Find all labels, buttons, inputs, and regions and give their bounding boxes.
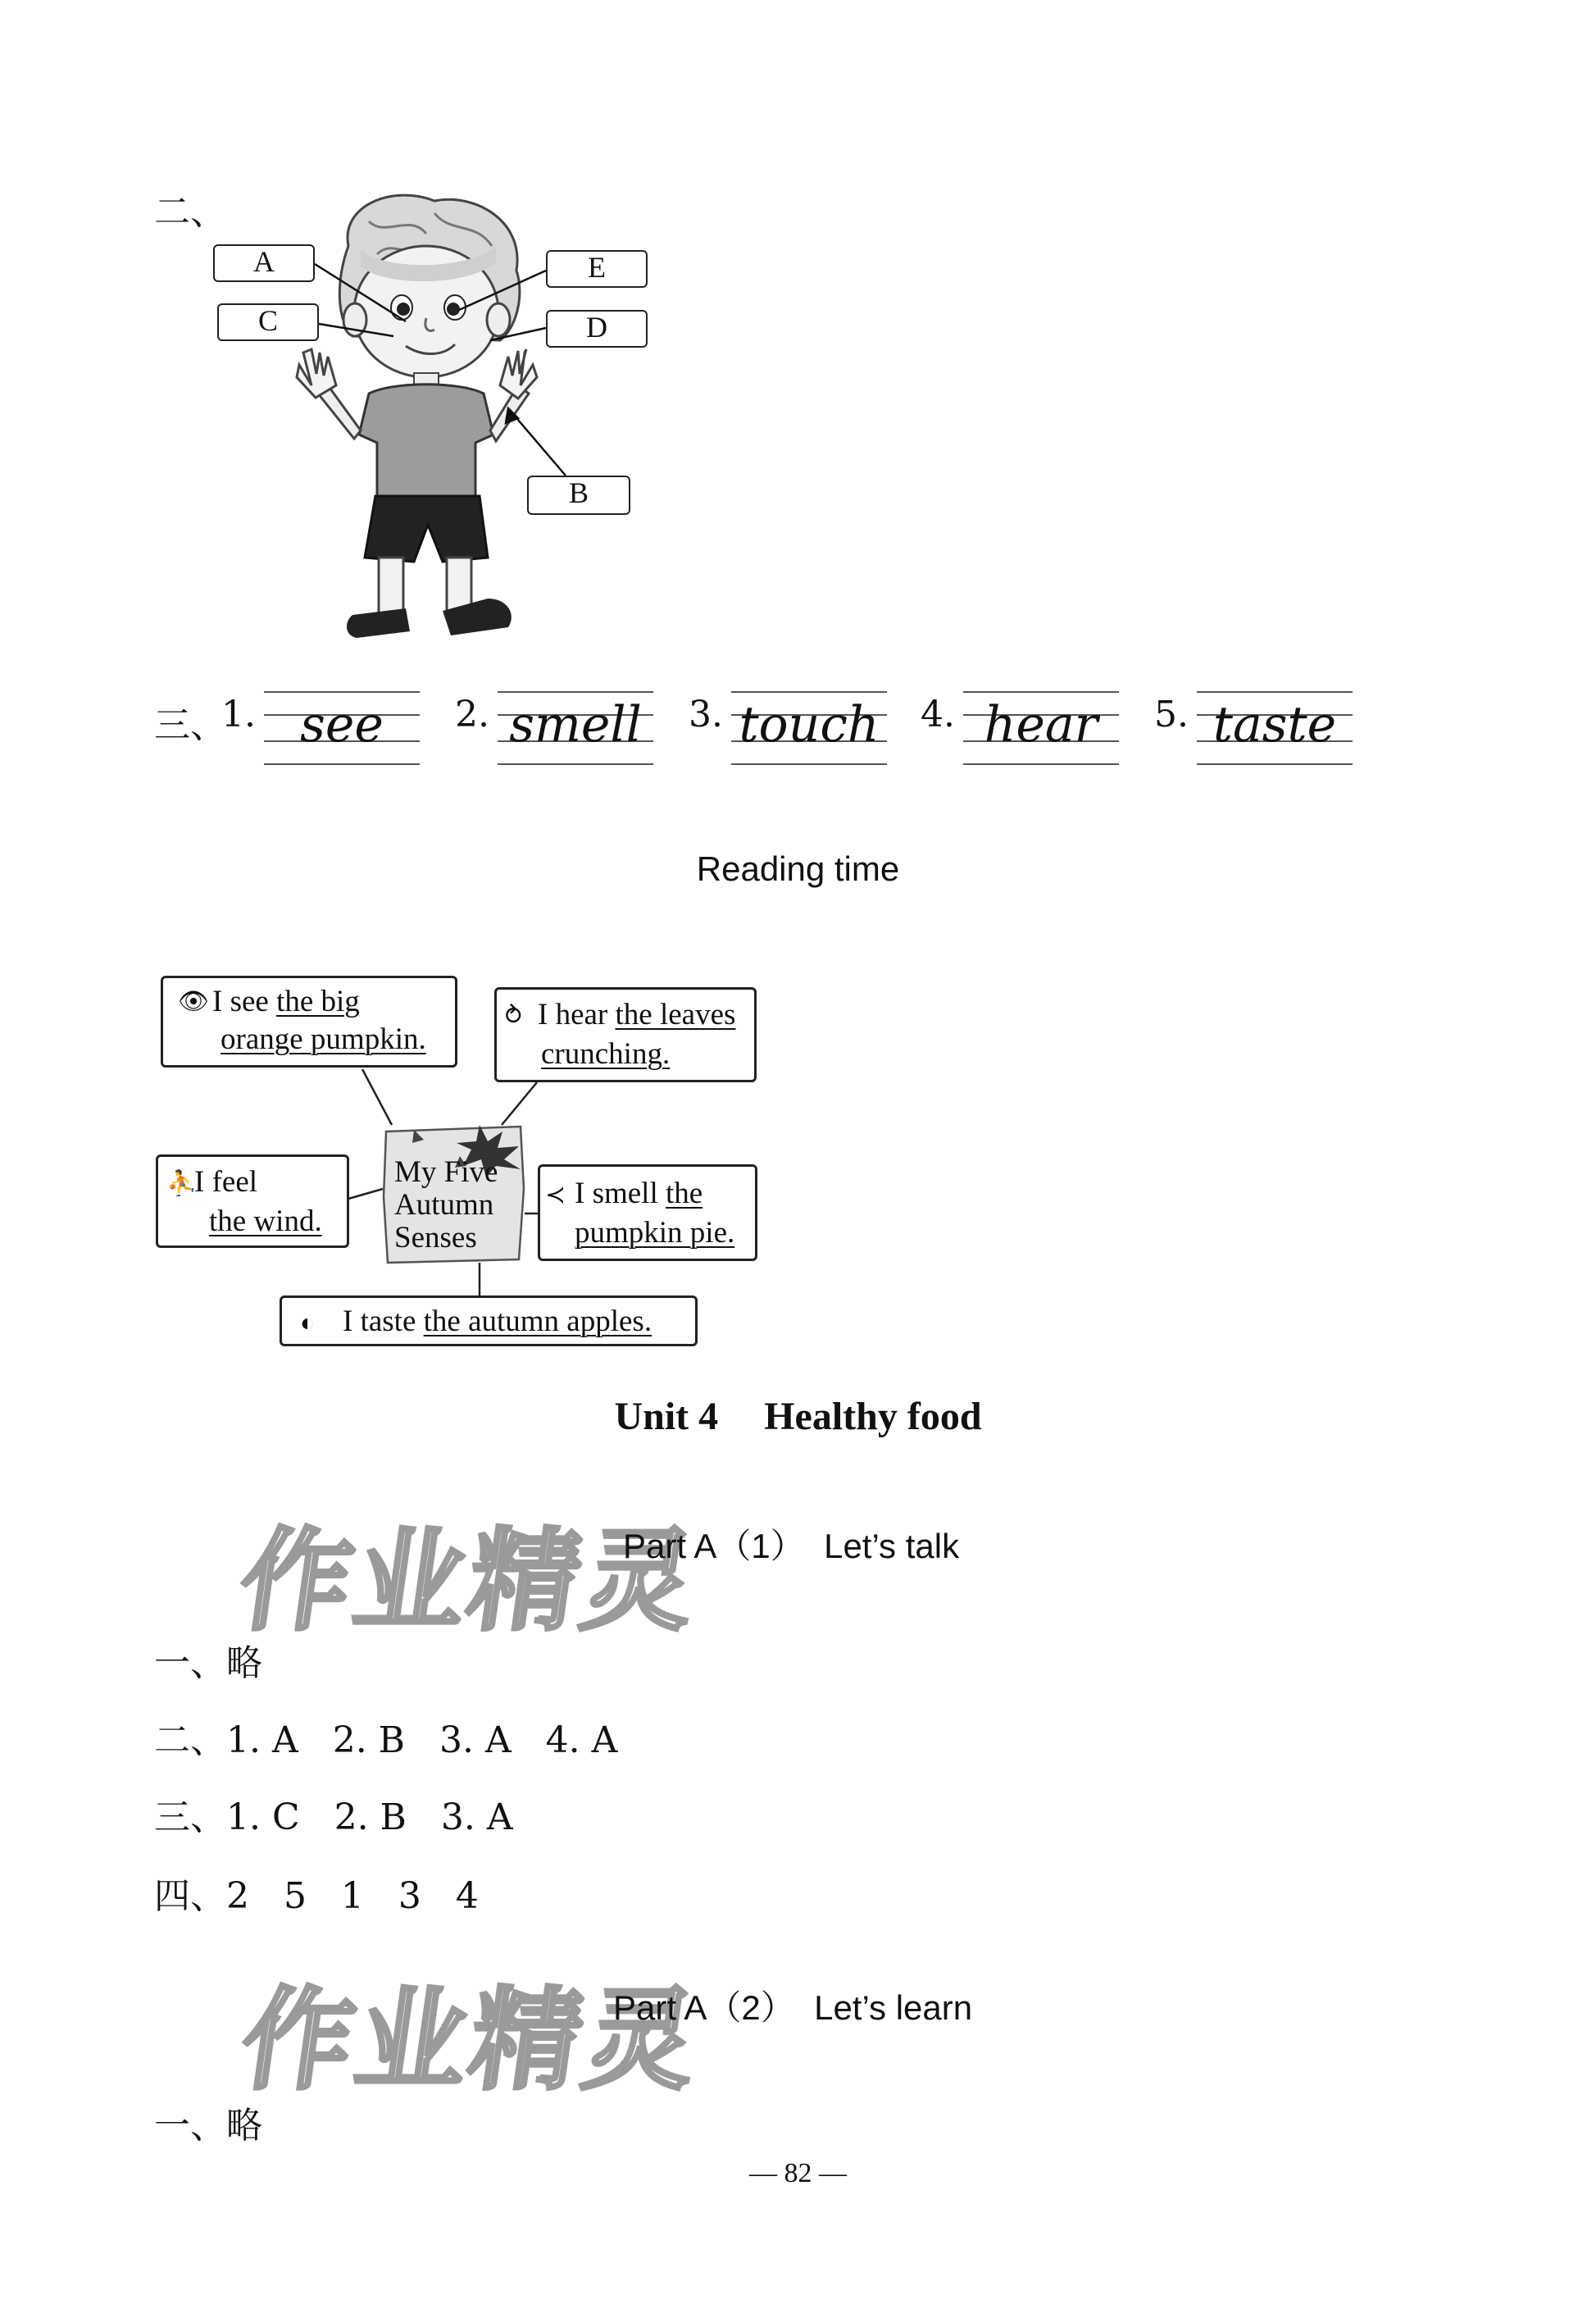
label-box-b: B — [527, 476, 630, 515]
answer-word-5: taste — [1212, 696, 1337, 754]
sense-box-smell: ≺ I smell the pumpkin pie. — [538, 1164, 757, 1261]
part-a2-heading: Part A（2） Let’s learn — [613, 1988, 973, 2027]
answer-word-4: hear — [984, 696, 1098, 754]
writing-lines-1 — [264, 691, 420, 765]
section-2-label: 二、 — [154, 191, 226, 233]
mindmap-center — [381, 1123, 527, 1264]
watermark-1: 作业精灵 — [232, 1517, 707, 1646]
sense-box-hear: ⥁ I hear the leaves crunching. — [494, 987, 757, 1082]
item-3-number: 3. — [689, 694, 723, 735]
writing-lines-2 — [498, 691, 653, 765]
item-5-number: 5. — [1154, 694, 1189, 735]
part-a1-heading: Part A（1） Let’s talk — [623, 1527, 960, 1565]
part-a2-line-1: 一、略 — [154, 2105, 262, 2147]
answer-word-2: smell — [509, 696, 642, 754]
part-a1-line-2: 二、1. A 2. B 3. A 4. A — [154, 1719, 618, 1761]
lips-icon: ◐ — [300, 1309, 316, 1336]
center-text: My Five Autumn Senses — [394, 1155, 498, 1254]
sense-box-see: 👁 I see the big orange pumpkin. — [161, 976, 457, 1068]
writing-lines-4 — [963, 691, 1119, 765]
nose-icon: ≺ — [545, 1182, 566, 1209]
ear-icon: ⥁ — [505, 1003, 522, 1030]
item-4-number: 4. — [921, 694, 955, 735]
sense-box-taste: ◐ I taste the autumn apples. — [280, 1295, 698, 1346]
part-a1-line-3: 三、1. C 2. B 3. A — [154, 1796, 513, 1838]
eye-icon: 👁 — [178, 988, 210, 1015]
part-a1-line-1: 一、略 — [154, 1642, 262, 1684]
writing-lines-3 — [731, 691, 887, 765]
answer-word-3: touch — [739, 696, 880, 754]
label-box-c: C — [217, 303, 319, 341]
section-3-label: 三、 — [154, 704, 226, 746]
label-box-e: E — [546, 250, 648, 288]
label-box-d: D — [546, 310, 648, 348]
unit-heading: Unit 4 Healthy food — [614, 1395, 982, 1438]
sense-box-feel: ⛹I feel the wind. — [156, 1154, 349, 1248]
watermark-2: 作业精灵 — [234, 1976, 708, 2105]
body-icon: ⛹ — [166, 1170, 198, 1197]
writing-lines-5 — [1197, 691, 1353, 765]
answer-word-1: see — [300, 696, 384, 754]
page-number: — 82 — — [749, 2158, 847, 2188]
pointer-lines — [0, 0, 1596, 656]
item-1-number: 1. — [221, 694, 256, 735]
reading-time-heading: Reading time — [696, 849, 900, 888]
part-a1-line-4: 四、2 5 1 3 4 — [154, 1875, 479, 1917]
label-box-a: A — [213, 244, 315, 282]
item-2-number: 2. — [455, 694, 489, 735]
